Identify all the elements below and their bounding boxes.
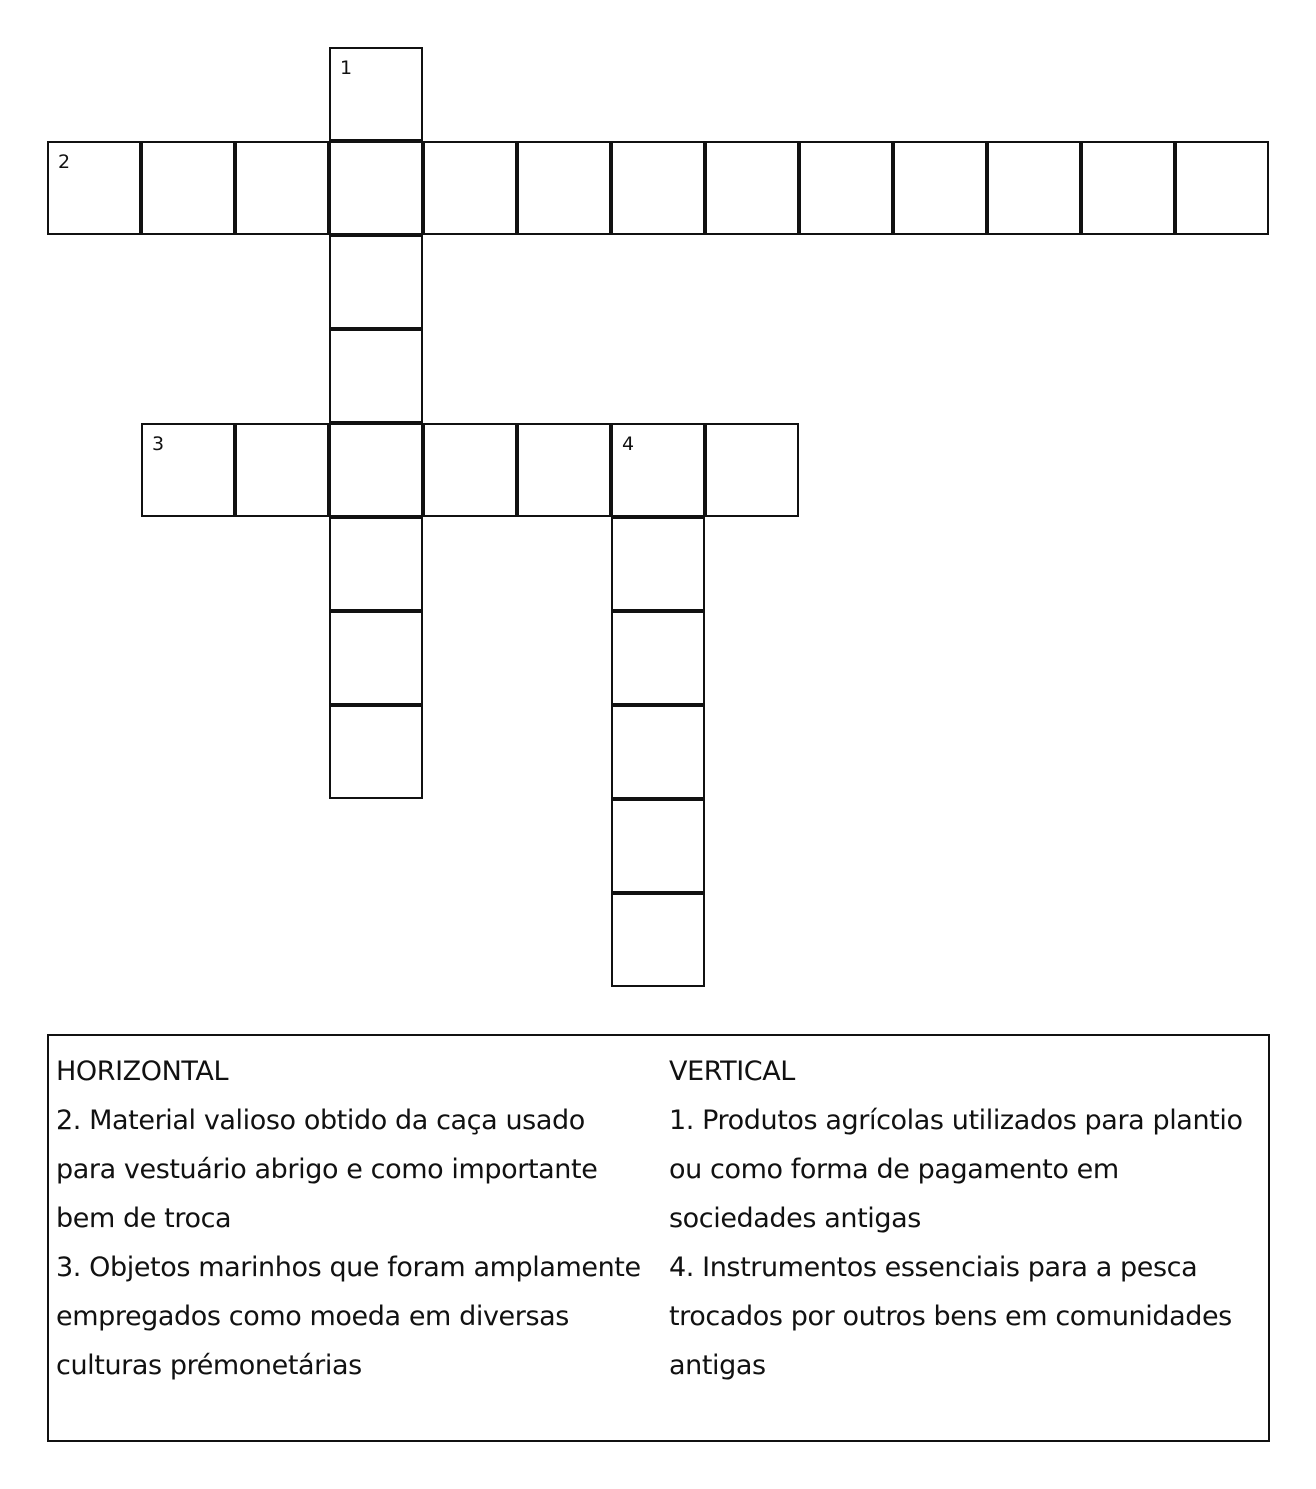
crossword-cell[interactable]: [611, 799, 705, 893]
vertical-clues: [669, 1047, 1269, 1390]
crossword-cell[interactable]: [799, 141, 893, 235]
crossword-cell[interactable]: [517, 141, 611, 235]
clue-number-2: 2: [58, 151, 71, 173]
vertical-heading: VERTICAL: [669, 1056, 795, 1087]
clue-line: culturas prémonetárias: [56, 1350, 362, 1381]
crossword-cell[interactable]: [705, 141, 799, 235]
crossword-cell[interactable]: [329, 517, 423, 611]
crossword-cell[interactable]: [329, 329, 423, 423]
crossword-cell[interactable]: [235, 141, 329, 235]
clue-line: 2. Material valioso obtido da caça usado: [56, 1105, 585, 1136]
clue-number-3: 3: [152, 433, 165, 455]
clue-number-4: 4: [622, 433, 635, 455]
crossword-cell[interactable]: [423, 141, 517, 235]
clue-number-1: 1: [340, 57, 353, 79]
clue-line: ou como forma de pagamento em: [669, 1154, 1119, 1185]
crossword-cell[interactable]: [1081, 141, 1175, 235]
crossword-cell[interactable]: [611, 705, 705, 799]
horizontal-clues: [56, 1047, 656, 1390]
clue-line: 1. Produtos agrícolas utilizados para plantio: [669, 1105, 1243, 1136]
crossword-cell[interactable]: [235, 423, 329, 517]
clue-line: bem de troca: [56, 1203, 232, 1234]
clue-line: sociedades antigas: [669, 1203, 921, 1234]
crossword-cell[interactable]: [423, 423, 517, 517]
crossword-cell[interactable]: [329, 705, 423, 799]
crossword-cell[interactable]: [611, 141, 705, 235]
clues-box: [47, 1034, 1270, 1442]
crossword-cell[interactable]: [893, 141, 987, 235]
crossword-cell[interactable]: [329, 423, 423, 517]
crossword-cell[interactable]: [1175, 141, 1269, 235]
crossword-cell[interactable]: [141, 141, 235, 235]
clue-line: antigas: [669, 1350, 766, 1381]
clue-line: trocados por outros bens em comunidades: [669, 1301, 1232, 1332]
crossword-cell[interactable]: [47, 141, 141, 235]
crossword-cell[interactable]: [517, 423, 611, 517]
crossword-cell[interactable]: [611, 517, 705, 611]
crossword-cell[interactable]: [329, 235, 423, 329]
crossword-cell[interactable]: [329, 141, 423, 235]
horizontal-heading: HORIZONTAL: [56, 1056, 229, 1087]
crossword-cell[interactable]: [611, 611, 705, 705]
clue-line: 4. Instrumentos essenciais para a pesca: [669, 1252, 1198, 1283]
clue-line: 3. Objetos marinhos que foram amplamente: [56, 1252, 641, 1283]
crossword-cell[interactable]: [611, 423, 705, 517]
clue-line: empregados como moeda em diversas: [56, 1301, 569, 1332]
crossword-cell[interactable]: [329, 611, 423, 705]
crossword-cell[interactable]: [141, 423, 235, 517]
clue-line: para vestuário abrigo e como importante: [56, 1154, 598, 1185]
crossword-cell[interactable]: [987, 141, 1081, 235]
crossword-cell[interactable]: [705, 423, 799, 517]
crossword-cell[interactable]: [611, 893, 705, 987]
crossword-cell[interactable]: [329, 47, 423, 141]
